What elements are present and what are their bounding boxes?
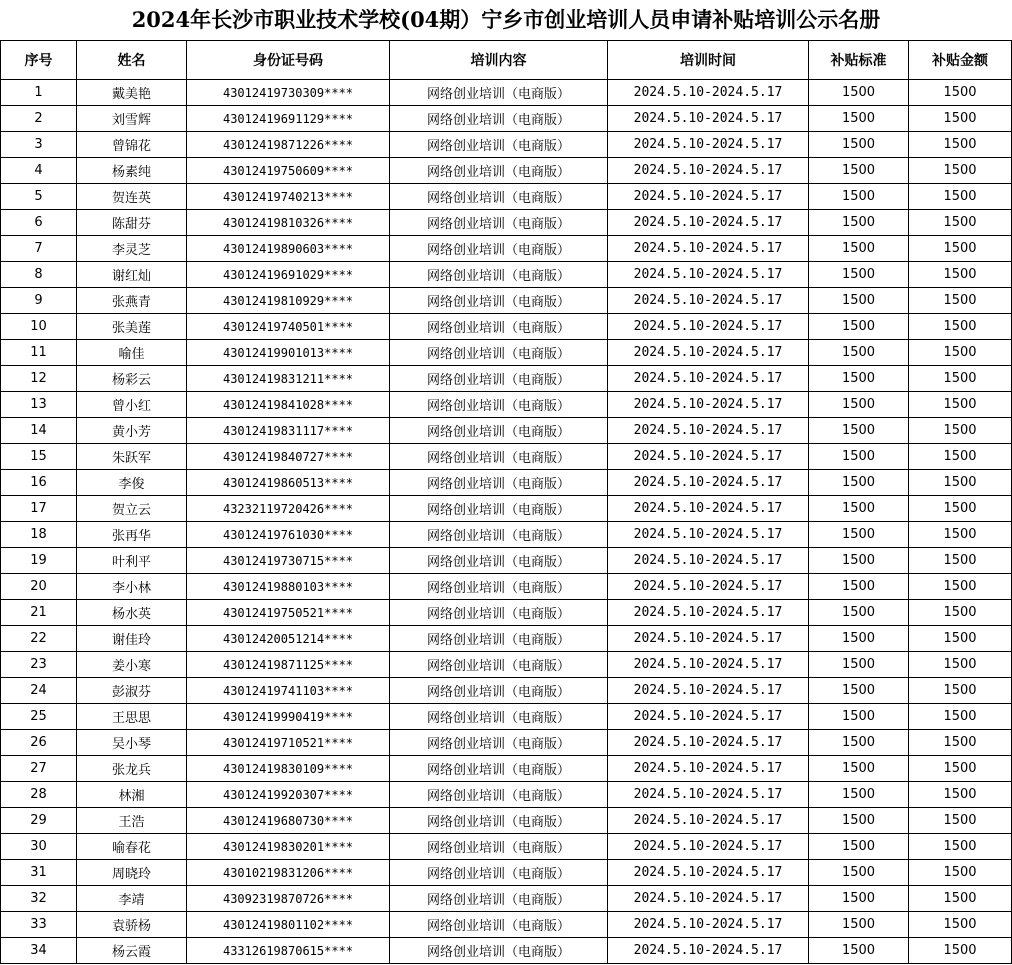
cell-index: 6 xyxy=(1,210,77,236)
cell-training-time: 2024.5.10-2024.5.17 xyxy=(608,626,809,652)
table-row xyxy=(1,886,1012,912)
cell-index: 28 xyxy=(1,782,77,808)
cell-subsidy-amount: 1500 xyxy=(909,834,1012,860)
cell-index: 19 xyxy=(1,548,77,574)
cell-subsidy-standard: 1500 xyxy=(809,418,909,444)
cell-training-time: 2024.5.10-2024.5.17 xyxy=(608,678,809,704)
table-row xyxy=(1,496,1012,522)
cell-index: 27 xyxy=(1,756,77,782)
table-row xyxy=(1,314,1012,340)
cell-subsidy-standard: 1500 xyxy=(809,132,909,158)
table-row xyxy=(1,782,1012,808)
cell-subsidy-standard: 1500 xyxy=(809,548,909,574)
header-training-content: 培训内容 xyxy=(390,41,608,80)
cell-id-number: 43012419750609**** xyxy=(187,158,390,184)
cell-name: 谢佳玲 xyxy=(77,626,187,652)
cell-subsidy-amount: 1500 xyxy=(909,340,1012,366)
cell-index: 33 xyxy=(1,912,77,938)
cell-training-time: 2024.5.10-2024.5.17 xyxy=(608,860,809,886)
table-row xyxy=(1,392,1012,418)
cell-subsidy-standard: 1500 xyxy=(809,678,909,704)
cell-subsidy-amount: 1500 xyxy=(909,548,1012,574)
cell-subsidy-amount: 1500 xyxy=(909,574,1012,600)
cell-subsidy-standard: 1500 xyxy=(809,704,909,730)
table-row xyxy=(1,184,1012,210)
cell-training-time: 2024.5.10-2024.5.17 xyxy=(608,366,809,392)
cell-index: 18 xyxy=(1,522,77,548)
cell-subsidy-standard: 1500 xyxy=(809,574,909,600)
cell-training-content: 网络创业培训（电商版） xyxy=(390,886,608,912)
cell-name: 陈甜芬 xyxy=(77,210,187,236)
cell-subsidy-amount: 1500 xyxy=(909,938,1012,964)
table-row xyxy=(1,132,1012,158)
table-row xyxy=(1,522,1012,548)
cell-name: 喻佳 xyxy=(77,340,187,366)
cell-training-content: 网络创业培训（电商版） xyxy=(390,418,608,444)
cell-subsidy-amount: 1500 xyxy=(909,418,1012,444)
table-row xyxy=(1,262,1012,288)
cell-training-content: 网络创业培训（电商版） xyxy=(390,314,608,340)
cell-training-time: 2024.5.10-2024.5.17 xyxy=(608,574,809,600)
table-row xyxy=(1,418,1012,444)
cell-subsidy-standard: 1500 xyxy=(809,834,909,860)
cell-training-time: 2024.5.10-2024.5.17 xyxy=(608,236,809,262)
cell-name: 彭淑芬 xyxy=(77,678,187,704)
cell-subsidy-standard: 1500 xyxy=(809,184,909,210)
cell-subsidy-amount: 1500 xyxy=(909,288,1012,314)
table-row xyxy=(1,834,1012,860)
cell-id-number: 43012419830109**** xyxy=(187,756,390,782)
header-subsidy-amount: 补贴金额 xyxy=(909,41,1012,80)
cell-id-number: 43012419920307**** xyxy=(187,782,390,808)
cell-training-time: 2024.5.10-2024.5.17 xyxy=(608,704,809,730)
cell-training-content: 网络创业培训（电商版） xyxy=(390,912,608,938)
cell-name: 张再华 xyxy=(77,522,187,548)
cell-training-content: 网络创业培训（电商版） xyxy=(390,808,608,834)
cell-training-content: 网络创业培训（电商版） xyxy=(390,106,608,132)
cell-name: 戴美艳 xyxy=(77,80,187,106)
table-row xyxy=(1,340,1012,366)
table-row xyxy=(1,210,1012,236)
cell-subsidy-amount: 1500 xyxy=(909,158,1012,184)
cell-training-content: 网络创业培训（电商版） xyxy=(390,470,608,496)
cell-training-content: 网络创业培训（电商版） xyxy=(390,496,608,522)
cell-subsidy-standard: 1500 xyxy=(809,340,909,366)
cell-subsidy-standard: 1500 xyxy=(809,886,909,912)
cell-name: 王浩 xyxy=(77,808,187,834)
cell-subsidy-amount: 1500 xyxy=(909,106,1012,132)
cell-subsidy-standard: 1500 xyxy=(809,80,909,106)
cell-index: 14 xyxy=(1,418,77,444)
cell-index: 22 xyxy=(1,626,77,652)
cell-id-number: 43012419831211**** xyxy=(187,366,390,392)
cell-index: 10 xyxy=(1,314,77,340)
table-row xyxy=(1,158,1012,184)
cell-training-content: 网络创业培训（电商版） xyxy=(390,158,608,184)
cell-name: 叶利平 xyxy=(77,548,187,574)
cell-name: 刘雪辉 xyxy=(77,106,187,132)
cell-id-number: 43012419750521**** xyxy=(187,600,390,626)
cell-subsidy-amount: 1500 xyxy=(909,444,1012,470)
cell-training-content: 网络创业培训（电商版） xyxy=(390,652,608,678)
cell-id-number: 43012419880103**** xyxy=(187,574,390,600)
cell-id-number: 43012419691129**** xyxy=(187,106,390,132)
cell-index: 7 xyxy=(1,236,77,262)
cell-index: 31 xyxy=(1,860,77,886)
cell-name: 李小林 xyxy=(77,574,187,600)
cell-training-content: 网络创业培训（电商版） xyxy=(390,938,608,964)
table-row xyxy=(1,730,1012,756)
cell-training-content: 网络创业培训（电商版） xyxy=(390,392,608,418)
cell-training-content: 网络创业培训（电商版） xyxy=(390,236,608,262)
cell-subsidy-amount: 1500 xyxy=(909,912,1012,938)
cell-subsidy-amount: 1500 xyxy=(909,652,1012,678)
cell-id-number: 43232119720426**** xyxy=(187,496,390,522)
cell-subsidy-standard: 1500 xyxy=(809,158,909,184)
cell-subsidy-standard: 1500 xyxy=(809,210,909,236)
cell-subsidy-amount: 1500 xyxy=(909,470,1012,496)
cell-name: 张燕青 xyxy=(77,288,187,314)
table-row xyxy=(1,912,1012,938)
cell-subsidy-amount: 1500 xyxy=(909,704,1012,730)
cell-subsidy-standard: 1500 xyxy=(809,366,909,392)
cell-subsidy-amount: 1500 xyxy=(909,522,1012,548)
cell-subsidy-standard: 1500 xyxy=(809,912,909,938)
cell-training-time: 2024.5.10-2024.5.17 xyxy=(608,548,809,574)
cell-training-time: 2024.5.10-2024.5.17 xyxy=(608,262,809,288)
cell-subsidy-amount: 1500 xyxy=(909,496,1012,522)
cell-training-time: 2024.5.10-2024.5.17 xyxy=(608,912,809,938)
table-row xyxy=(1,808,1012,834)
cell-name: 周晓玲 xyxy=(77,860,187,886)
cell-index: 8 xyxy=(1,262,77,288)
cell-training-time: 2024.5.10-2024.5.17 xyxy=(608,652,809,678)
cell-training-content: 网络创业培训（电商版） xyxy=(390,782,608,808)
cell-id-number: 43012419871226**** xyxy=(187,132,390,158)
cell-training-content: 网络创业培训（电商版） xyxy=(390,366,608,392)
cell-subsidy-standard: 1500 xyxy=(809,626,909,652)
cell-subsidy-amount: 1500 xyxy=(909,756,1012,782)
table-row xyxy=(1,106,1012,132)
cell-training-content: 网络创业培训（电商版） xyxy=(390,184,608,210)
cell-index: 15 xyxy=(1,444,77,470)
cell-name: 喻春花 xyxy=(77,834,187,860)
cell-name: 张美莲 xyxy=(77,314,187,340)
cell-id-number: 43012419691029**** xyxy=(187,262,390,288)
cell-id-number: 43012419831117**** xyxy=(187,418,390,444)
cell-subsidy-standard: 1500 xyxy=(809,600,909,626)
cell-index: 21 xyxy=(1,600,77,626)
cell-subsidy-amount: 1500 xyxy=(909,184,1012,210)
cell-name: 袁骄杨 xyxy=(77,912,187,938)
cell-training-time: 2024.5.10-2024.5.17 xyxy=(608,522,809,548)
cell-name: 谢红灿 xyxy=(77,262,187,288)
table-header-row xyxy=(1,41,1012,80)
cell-index: 34 xyxy=(1,938,77,964)
cell-training-content: 网络创业培训（电商版） xyxy=(390,262,608,288)
cell-id-number: 43012419680730**** xyxy=(187,808,390,834)
cell-training-time: 2024.5.10-2024.5.17 xyxy=(608,730,809,756)
cell-subsidy-standard: 1500 xyxy=(809,730,909,756)
cell-subsidy-standard: 1500 xyxy=(809,470,909,496)
table-row xyxy=(1,626,1012,652)
cell-name: 黄小芳 xyxy=(77,418,187,444)
cell-training-content: 网络创业培训（电商版） xyxy=(390,626,608,652)
cell-id-number: 43012419801102**** xyxy=(187,912,390,938)
cell-id-number: 43012419740501**** xyxy=(187,314,390,340)
cell-training-content: 网络创业培训（电商版） xyxy=(390,834,608,860)
cell-training-time: 2024.5.10-2024.5.17 xyxy=(608,80,809,106)
cell-training-content: 网络创业培训（电商版） xyxy=(390,756,608,782)
table-row xyxy=(1,444,1012,470)
roster-table xyxy=(0,40,1012,964)
cell-index: 11 xyxy=(1,340,77,366)
cell-training-content: 网络创业培训（电商版） xyxy=(390,132,608,158)
cell-subsidy-standard: 1500 xyxy=(809,860,909,886)
cell-subsidy-amount: 1500 xyxy=(909,80,1012,106)
cell-training-content: 网络创业培训（电商版） xyxy=(390,288,608,314)
table-row xyxy=(1,236,1012,262)
cell-subsidy-standard: 1500 xyxy=(809,288,909,314)
table-row xyxy=(1,652,1012,678)
table-row xyxy=(1,366,1012,392)
header-training-time: 培训时间 xyxy=(608,41,809,80)
cell-name: 杨水英 xyxy=(77,600,187,626)
cell-index: 5 xyxy=(1,184,77,210)
cell-training-time: 2024.5.10-2024.5.17 xyxy=(608,756,809,782)
cell-id-number: 43012419990419**** xyxy=(187,704,390,730)
cell-index: 23 xyxy=(1,652,77,678)
cell-subsidy-standard: 1500 xyxy=(809,808,909,834)
cell-name: 曾小红 xyxy=(77,392,187,418)
cell-id-number: 43012419871125**** xyxy=(187,652,390,678)
table-row xyxy=(1,574,1012,600)
cell-training-content: 网络创业培训（电商版） xyxy=(390,678,608,704)
header-subsidy-standard: 补贴标准 xyxy=(809,41,909,80)
cell-training-time: 2024.5.10-2024.5.17 xyxy=(608,938,809,964)
cell-training-content: 网络创业培训（电商版） xyxy=(390,340,608,366)
cell-id-number: 43012420051214**** xyxy=(187,626,390,652)
cell-index: 13 xyxy=(1,392,77,418)
cell-subsidy-amount: 1500 xyxy=(909,314,1012,340)
table-row xyxy=(1,548,1012,574)
header-name: 姓名 xyxy=(77,41,187,80)
cell-subsidy-standard: 1500 xyxy=(809,392,909,418)
cell-subsidy-standard: 1500 xyxy=(809,262,909,288)
cell-name: 杨云霞 xyxy=(77,938,187,964)
cell-subsidy-amount: 1500 xyxy=(909,678,1012,704)
cell-id-number: 43012419840727**** xyxy=(187,444,390,470)
cell-id-number: 43012419830201**** xyxy=(187,834,390,860)
cell-training-time: 2024.5.10-2024.5.17 xyxy=(608,886,809,912)
cell-id-number: 43012419730715**** xyxy=(187,548,390,574)
cell-name: 贺连英 xyxy=(77,184,187,210)
cell-id-number: 43012419741103**** xyxy=(187,678,390,704)
cell-training-time: 2024.5.10-2024.5.17 xyxy=(608,340,809,366)
cell-subsidy-amount: 1500 xyxy=(909,236,1012,262)
cell-index: 26 xyxy=(1,730,77,756)
cell-training-content: 网络创业培训（电商版） xyxy=(390,80,608,106)
cell-training-time: 2024.5.10-2024.5.17 xyxy=(608,314,809,340)
cell-id-number: 43012419901013**** xyxy=(187,340,390,366)
cell-training-content: 网络创业培训（电商版） xyxy=(390,730,608,756)
cell-index: 1 xyxy=(1,80,77,106)
cell-name: 张龙兵 xyxy=(77,756,187,782)
cell-subsidy-amount: 1500 xyxy=(909,782,1012,808)
cell-training-time: 2024.5.10-2024.5.17 xyxy=(608,106,809,132)
table-row xyxy=(1,860,1012,886)
cell-name: 李靖 xyxy=(77,886,187,912)
cell-name: 曾锦花 xyxy=(77,132,187,158)
cell-id-number: 43012419841028**** xyxy=(187,392,390,418)
cell-name: 杨彩云 xyxy=(77,366,187,392)
cell-training-time: 2024.5.10-2024.5.17 xyxy=(608,392,809,418)
cell-index: 12 xyxy=(1,366,77,392)
cell-training-time: 2024.5.10-2024.5.17 xyxy=(608,210,809,236)
cell-id-number: 43012419740213**** xyxy=(187,184,390,210)
cell-subsidy-standard: 1500 xyxy=(809,756,909,782)
cell-name: 贺立云 xyxy=(77,496,187,522)
cell-subsidy-amount: 1500 xyxy=(909,730,1012,756)
cell-training-content: 网络创业培训（电商版） xyxy=(390,522,608,548)
cell-training-content: 网络创业培训（电商版） xyxy=(390,704,608,730)
cell-subsidy-amount: 1500 xyxy=(909,808,1012,834)
cell-training-time: 2024.5.10-2024.5.17 xyxy=(608,834,809,860)
cell-name: 李灵芝 xyxy=(77,236,187,262)
cell-id-number: 43012419890603**** xyxy=(187,236,390,262)
cell-index: 2 xyxy=(1,106,77,132)
cell-subsidy-standard: 1500 xyxy=(809,314,909,340)
cell-index: 16 xyxy=(1,470,77,496)
cell-training-time: 2024.5.10-2024.5.17 xyxy=(608,782,809,808)
cell-subsidy-standard: 1500 xyxy=(809,522,909,548)
document-title: 2024年长沙市职业技术学校(04期）宁乡市创业培训人员申请补贴培训公示名册 xyxy=(131,7,881,32)
cell-training-time: 2024.5.10-2024.5.17 xyxy=(608,184,809,210)
cell-id-number: 43092319870726**** xyxy=(187,886,390,912)
cell-name: 王思思 xyxy=(77,704,187,730)
cell-index: 32 xyxy=(1,886,77,912)
table-body xyxy=(1,80,1012,964)
cell-subsidy-standard: 1500 xyxy=(809,496,909,522)
cell-training-time: 2024.5.10-2024.5.17 xyxy=(608,444,809,470)
table-row xyxy=(1,704,1012,730)
cell-id-number: 43012419710521**** xyxy=(187,730,390,756)
table-row xyxy=(1,600,1012,626)
cell-id-number: 43010219831206**** xyxy=(187,860,390,886)
cell-subsidy-standard: 1500 xyxy=(809,444,909,470)
cell-subsidy-amount: 1500 xyxy=(909,886,1012,912)
cell-subsidy-amount: 1500 xyxy=(909,366,1012,392)
cell-index: 30 xyxy=(1,834,77,860)
cell-training-content: 网络创业培训（电商版） xyxy=(390,210,608,236)
cell-training-content: 网络创业培训（电商版） xyxy=(390,444,608,470)
cell-subsidy-standard: 1500 xyxy=(809,938,909,964)
cell-subsidy-amount: 1500 xyxy=(909,626,1012,652)
cell-training-time: 2024.5.10-2024.5.17 xyxy=(608,600,809,626)
cell-name: 朱跃军 xyxy=(77,444,187,470)
table-row xyxy=(1,470,1012,496)
table-row xyxy=(1,756,1012,782)
cell-training-time: 2024.5.10-2024.5.17 xyxy=(608,496,809,522)
cell-subsidy-standard: 1500 xyxy=(809,652,909,678)
header-id-number: 身份证号码 xyxy=(187,41,390,80)
cell-id-number: 43012419810326**** xyxy=(187,210,390,236)
cell-subsidy-standard: 1500 xyxy=(809,106,909,132)
cell-name: 姜小寒 xyxy=(77,652,187,678)
cell-training-time: 2024.5.10-2024.5.17 xyxy=(608,470,809,496)
cell-index: 4 xyxy=(1,158,77,184)
table-row xyxy=(1,938,1012,964)
cell-training-content: 网络创业培训（电商版） xyxy=(390,600,608,626)
cell-index: 17 xyxy=(1,496,77,522)
cell-training-time: 2024.5.10-2024.5.17 xyxy=(608,158,809,184)
cell-subsidy-amount: 1500 xyxy=(909,210,1012,236)
table-row xyxy=(1,80,1012,106)
cell-id-number: 43012419761030**** xyxy=(187,522,390,548)
cell-name: 吴小琴 xyxy=(77,730,187,756)
cell-training-content: 网络创业培训（电商版） xyxy=(390,860,608,886)
table-row xyxy=(1,288,1012,314)
cell-training-time: 2024.5.10-2024.5.17 xyxy=(608,132,809,158)
cell-index: 24 xyxy=(1,678,77,704)
cell-subsidy-amount: 1500 xyxy=(909,860,1012,886)
cell-name: 杨素纯 xyxy=(77,158,187,184)
cell-index: 25 xyxy=(1,704,77,730)
cell-subsidy-standard: 1500 xyxy=(809,782,909,808)
cell-index: 29 xyxy=(1,808,77,834)
cell-training-content: 网络创业培训（电商版） xyxy=(390,574,608,600)
cell-index: 20 xyxy=(1,574,77,600)
header-index: 序号 xyxy=(1,41,77,80)
table-row xyxy=(1,678,1012,704)
cell-id-number: 43312619870615**** xyxy=(187,938,390,964)
cell-subsidy-amount: 1500 xyxy=(909,132,1012,158)
cell-subsidy-standard: 1500 xyxy=(809,236,909,262)
cell-training-time: 2024.5.10-2024.5.17 xyxy=(608,418,809,444)
cell-name: 李俊 xyxy=(77,470,187,496)
cell-id-number: 43012419730309**** xyxy=(187,80,390,106)
cell-index: 9 xyxy=(1,288,77,314)
cell-subsidy-amount: 1500 xyxy=(909,392,1012,418)
cell-id-number: 43012419860513**** xyxy=(187,470,390,496)
cell-id-number: 43012419810929**** xyxy=(187,288,390,314)
cell-training-content: 网络创业培训（电商版） xyxy=(390,548,608,574)
cell-subsidy-amount: 1500 xyxy=(909,262,1012,288)
cell-subsidy-amount: 1500 xyxy=(909,600,1012,626)
cell-name: 林湘 xyxy=(77,782,187,808)
cell-training-time: 2024.5.10-2024.5.17 xyxy=(608,288,809,314)
cell-index: 3 xyxy=(1,132,77,158)
cell-training-time: 2024.5.10-2024.5.17 xyxy=(608,808,809,834)
